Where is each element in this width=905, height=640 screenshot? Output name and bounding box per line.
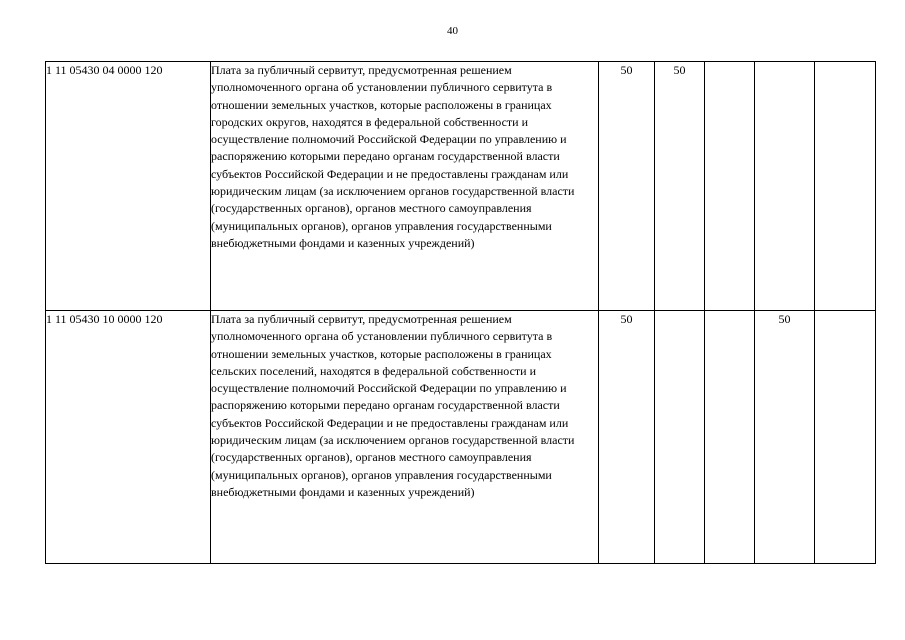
value-cell: 50 bbox=[755, 311, 815, 564]
value-cell bbox=[815, 311, 876, 564]
value-cell bbox=[815, 62, 876, 311]
budget-code: 1 11 05430 04 0000 120 bbox=[46, 62, 211, 311]
value-cell: 50 bbox=[599, 62, 655, 311]
value-cell bbox=[705, 62, 755, 311]
table-row bbox=[46, 311, 876, 564]
value-cell bbox=[705, 311, 755, 564]
value-cell bbox=[655, 311, 705, 564]
value-cell: 50 bbox=[599, 311, 655, 564]
table-row bbox=[46, 62, 876, 311]
budget-code: 1 11 05430 10 0000 120 bbox=[46, 311, 211, 564]
page-number: 40 bbox=[447, 25, 458, 37]
value-cell bbox=[755, 62, 815, 311]
income-description: Плата за публичный сервитут, предусмотренная решением уполномоченного органа об установлении публичного сервитута в отношении земельных участков, которые расположены в границах городских округов, находятся в федеральной собственности и осуществление полномочий Российской Федерации по управлению и распоряжению которыми передано органам государственной власти субъектов Российской Федерации и не предоставлены гражданам или юридическим лицам (за исключением органов государственной власти (государственных органов), органов местного самоуправления (муниципальных органов), органов управления государственными внебюджетными фондами и казенных учреждений) bbox=[211, 62, 599, 311]
value-cell: 50 bbox=[655, 62, 705, 311]
budget-table bbox=[45, 61, 876, 564]
income-description: Плата за публичный сервитут, предусмотренная решением уполномоченного органа об установлении публичного сервитута в отношении земельных участков, которые расположены в границах сельских поселений, находятся в федеральной собственности и осуществление полномочий Российской Федерации по управлению и распоряжению которыми передано органам государственной власти субъектов Российской Федерации и не предоставлены гражданам или юридическим лицам (за исключением органов государственной власти (государственных органов), органов местного самоуправления (муниципальных органов), органов управления государственными внебюджетными фондами и казенных учреждений) bbox=[211, 311, 599, 564]
